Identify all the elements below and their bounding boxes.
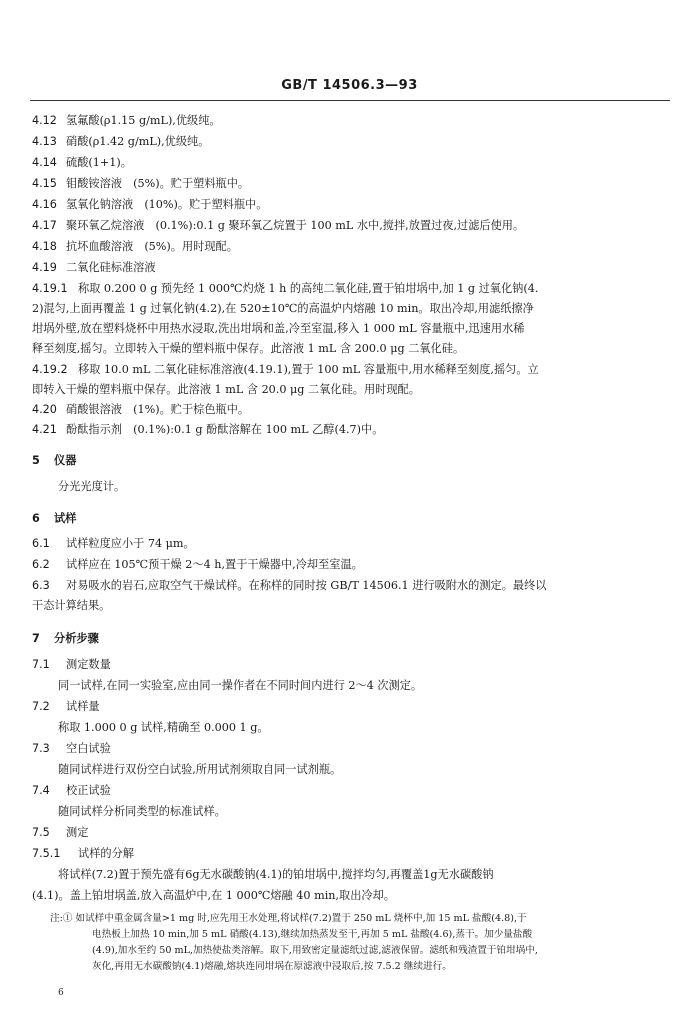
list-item: [32, 156, 132, 170]
paragraph: 将试样(7.2)置于预先盛有6g无水碳酸钠(4.1)的铂坩埚中,搅拌均匀,再覆盖1g无水碳酸钠: [58, 868, 494, 881]
list-item-continuation: [32, 322, 524, 336]
item-text: 氢氧化钠溶液 (10%)。贮于塑料瓶中。: [66, 198, 268, 211]
section-number: 6: [32, 512, 40, 525]
item-number: 7.5: [32, 826, 50, 839]
item-text: 硝酸银溶液 (1%)。贮于棕色瓶中。: [66, 403, 250, 416]
list-item: [32, 363, 539, 377]
item-number: 7.3: [32, 742, 50, 755]
list-item: [32, 282, 538, 296]
list-item: [32, 423, 383, 437]
item-text: 试样粒度应小于 74 μm。: [66, 537, 195, 550]
item-number: 7.4: [32, 784, 50, 797]
list-item: [32, 240, 238, 254]
list-item: [32, 114, 221, 128]
list-item: [32, 198, 267, 212]
item-number: 7.1: [32, 658, 50, 671]
item-number: 4.12: [32, 114, 57, 127]
note-line: (4.9),加水至约 50 mL,加热使盐类溶解。取下,用致密定量滤纸过滤,滤液保留。滤纸和残渣置于铂坩埚中,: [92, 945, 538, 956]
item-text: 二氧化硅标准溶液: [66, 261, 156, 274]
note-line: 注:① 如试样中重金属含量>1 mg 时,应先用王水处理,将试样(7.2)置于 250 mL 烧杯中,加 15 mL 盐酸(4.8),于: [50, 913, 527, 924]
item-number: 6.3: [32, 579, 50, 592]
paragraph: 称取 1.000 0 g 试样,精确至 0.000 1 g。: [58, 721, 269, 734]
list-item: [32, 135, 209, 149]
item-text: 试样应在 105℃预干燥 2～4 h,置于干燥器中,冷却至室温。: [66, 558, 363, 571]
section-heading: [32, 631, 99, 646]
standard-header: GB/T 14506.3—93: [281, 78, 418, 93]
item-text: 硝酸(ρ1.42 g/mL),优级纯。: [66, 135, 210, 148]
list-item-continuation: [32, 302, 534, 316]
subsection-heading: [32, 658, 111, 672]
item-text: 即转入干燥的塑料瓶中保存。此溶液 1 mL 含 20.0 μg 二氧化硅。用时现配。: [32, 383, 420, 396]
item-text: 释至刻度,摇匀。立即转入干燥的塑料瓶中保存。此溶液 1 mL 含 200.0 μg 二氧化硅。: [32, 342, 465, 355]
item-text: 称取 0.200 0 g 预先经 1 000℃灼烧 1 h 的高纯二氧化硅,置于铂坩埚中,加 1 g 过氧化钠(4.: [78, 282, 539, 295]
paragraph: 同一试样,在同一实验室,应由同一操作者在不同时间内进行 2～4 次测定。: [58, 679, 423, 692]
subsection-heading: [32, 700, 100, 714]
section-title: 试样: [54, 511, 77, 525]
page-number: 6: [58, 988, 64, 998]
section-title: 分析步骤: [54, 631, 99, 645]
item-number: 4.18: [32, 240, 57, 253]
item-number: 4.20: [32, 403, 57, 416]
item-text: 坩埚外壁,放在塑料烧杯中用热水浸取,洗出坩埚和盖,冷至室温,移入 1 000 mL 容量瓶中,迅速用水稀: [32, 322, 525, 335]
item-number: 4.14: [32, 156, 57, 169]
note-line: 电热板上加热 10 min,加 5 mL 硝酸(4.13),继续加热蒸发至干,再加 5 mL 盐酸(4.6),蒸干。加少量盐酸: [92, 929, 533, 940]
paragraph-continuation: (4.1)。盖上铂坩埚盖,放入高温炉中,在 1 000℃熔融 40 min,取出冷却。: [32, 889, 395, 902]
item-number: 4.13: [32, 135, 57, 148]
item-number: 4.17: [32, 219, 57, 232]
section-title: 仪器: [54, 453, 77, 467]
item-number: 4.21: [32, 423, 57, 436]
item-text: 对易吸水的岩石,应取空气干燥试样。在称样的同时按 GB/T 14506.1 进行吸附水的测定。最终以: [66, 579, 547, 592]
item-number: 4.19: [32, 261, 57, 274]
item-number: 6.1: [32, 537, 50, 550]
item-number: 7.2: [32, 700, 50, 713]
item-text: 测定数量: [66, 658, 111, 671]
subsection-heading: [32, 847, 134, 861]
section-heading: [32, 511, 76, 526]
list-item-continuation: [32, 599, 110, 613]
item-number: 4.16: [32, 198, 57, 211]
subsection-heading: [32, 826, 88, 840]
item-text: 试样量: [66, 700, 100, 713]
item-number: 4.15: [32, 177, 57, 190]
list-item: [32, 177, 249, 191]
list-item-continuation: [32, 383, 420, 397]
list-item: [32, 219, 524, 233]
list-item: [32, 558, 363, 572]
header-rule: [30, 100, 670, 101]
section-number: 5: [32, 454, 40, 467]
note-line: 灰化,再用无水碳酸钠(4.1)熔融,熔块连同坩埚在原滤液中浸取后,按 7.5.2 继续进行。: [92, 961, 452, 972]
item-text: 钼酸铵溶液 (5%)。贮于塑料瓶中。: [66, 177, 250, 190]
paragraph: 随同试样进行双份空白试验,所用试剂须取自同一试剂瓶。: [58, 763, 342, 776]
paragraph: 分光光度计。: [58, 480, 126, 493]
item-text: 酚酞指示剂 (0.1%):0.1 g 酚酞溶解在 100 mL 乙醇(4.7)中。: [66, 423, 384, 436]
item-text: 校正试验: [66, 784, 111, 797]
item-text: 硫酸(1+1)。: [66, 156, 132, 169]
item-text: 氢氟酸(ρ1.15 g/mL),优级纯。: [66, 114, 221, 127]
item-number: 4.19.2: [32, 363, 68, 376]
paragraph: 随同试样分析同类型的标准试样。: [58, 805, 226, 818]
item-text: 测定: [66, 826, 89, 839]
section-heading: [32, 453, 76, 468]
list-item-continuation: [32, 342, 464, 356]
item-text: 聚环氧乙烷溶液 (0.1%):0.1 g 聚环氧乙烷置于 100 mL 水中,搅拌,放置过夜,过滤后使用。: [66, 219, 525, 232]
item-number: 6.2: [32, 558, 50, 571]
subsection-heading: [32, 784, 111, 798]
item-text: 试样的分解: [78, 847, 134, 860]
item-text: 移取 10.0 mL 二氧化硅标准溶液(4.19.1),置于 100 mL 容量瓶中,用水稀释至刻度,摇匀。立: [78, 363, 539, 376]
section-number: 7: [32, 632, 40, 645]
item-text: 干态计算结果。: [32, 599, 111, 612]
list-item: [32, 261, 156, 275]
item-text: 2)混匀,上面再覆盖 1 g 过氧化钠(4.2),在 520±10℃的高温炉内熔融 10 min。取出冷却,用滤纸擦净: [32, 302, 534, 315]
list-item: [32, 579, 546, 593]
item-text: 空白试验: [66, 742, 111, 755]
item-text: 抗坏血酸溶液 (5%)。用时现配。: [66, 240, 238, 253]
subsection-heading: [32, 742, 111, 756]
item-number: 7.5.1: [32, 847, 61, 860]
item-number: 4.19.1: [32, 282, 68, 295]
list-item: [32, 537, 195, 551]
list-item: [32, 403, 249, 417]
